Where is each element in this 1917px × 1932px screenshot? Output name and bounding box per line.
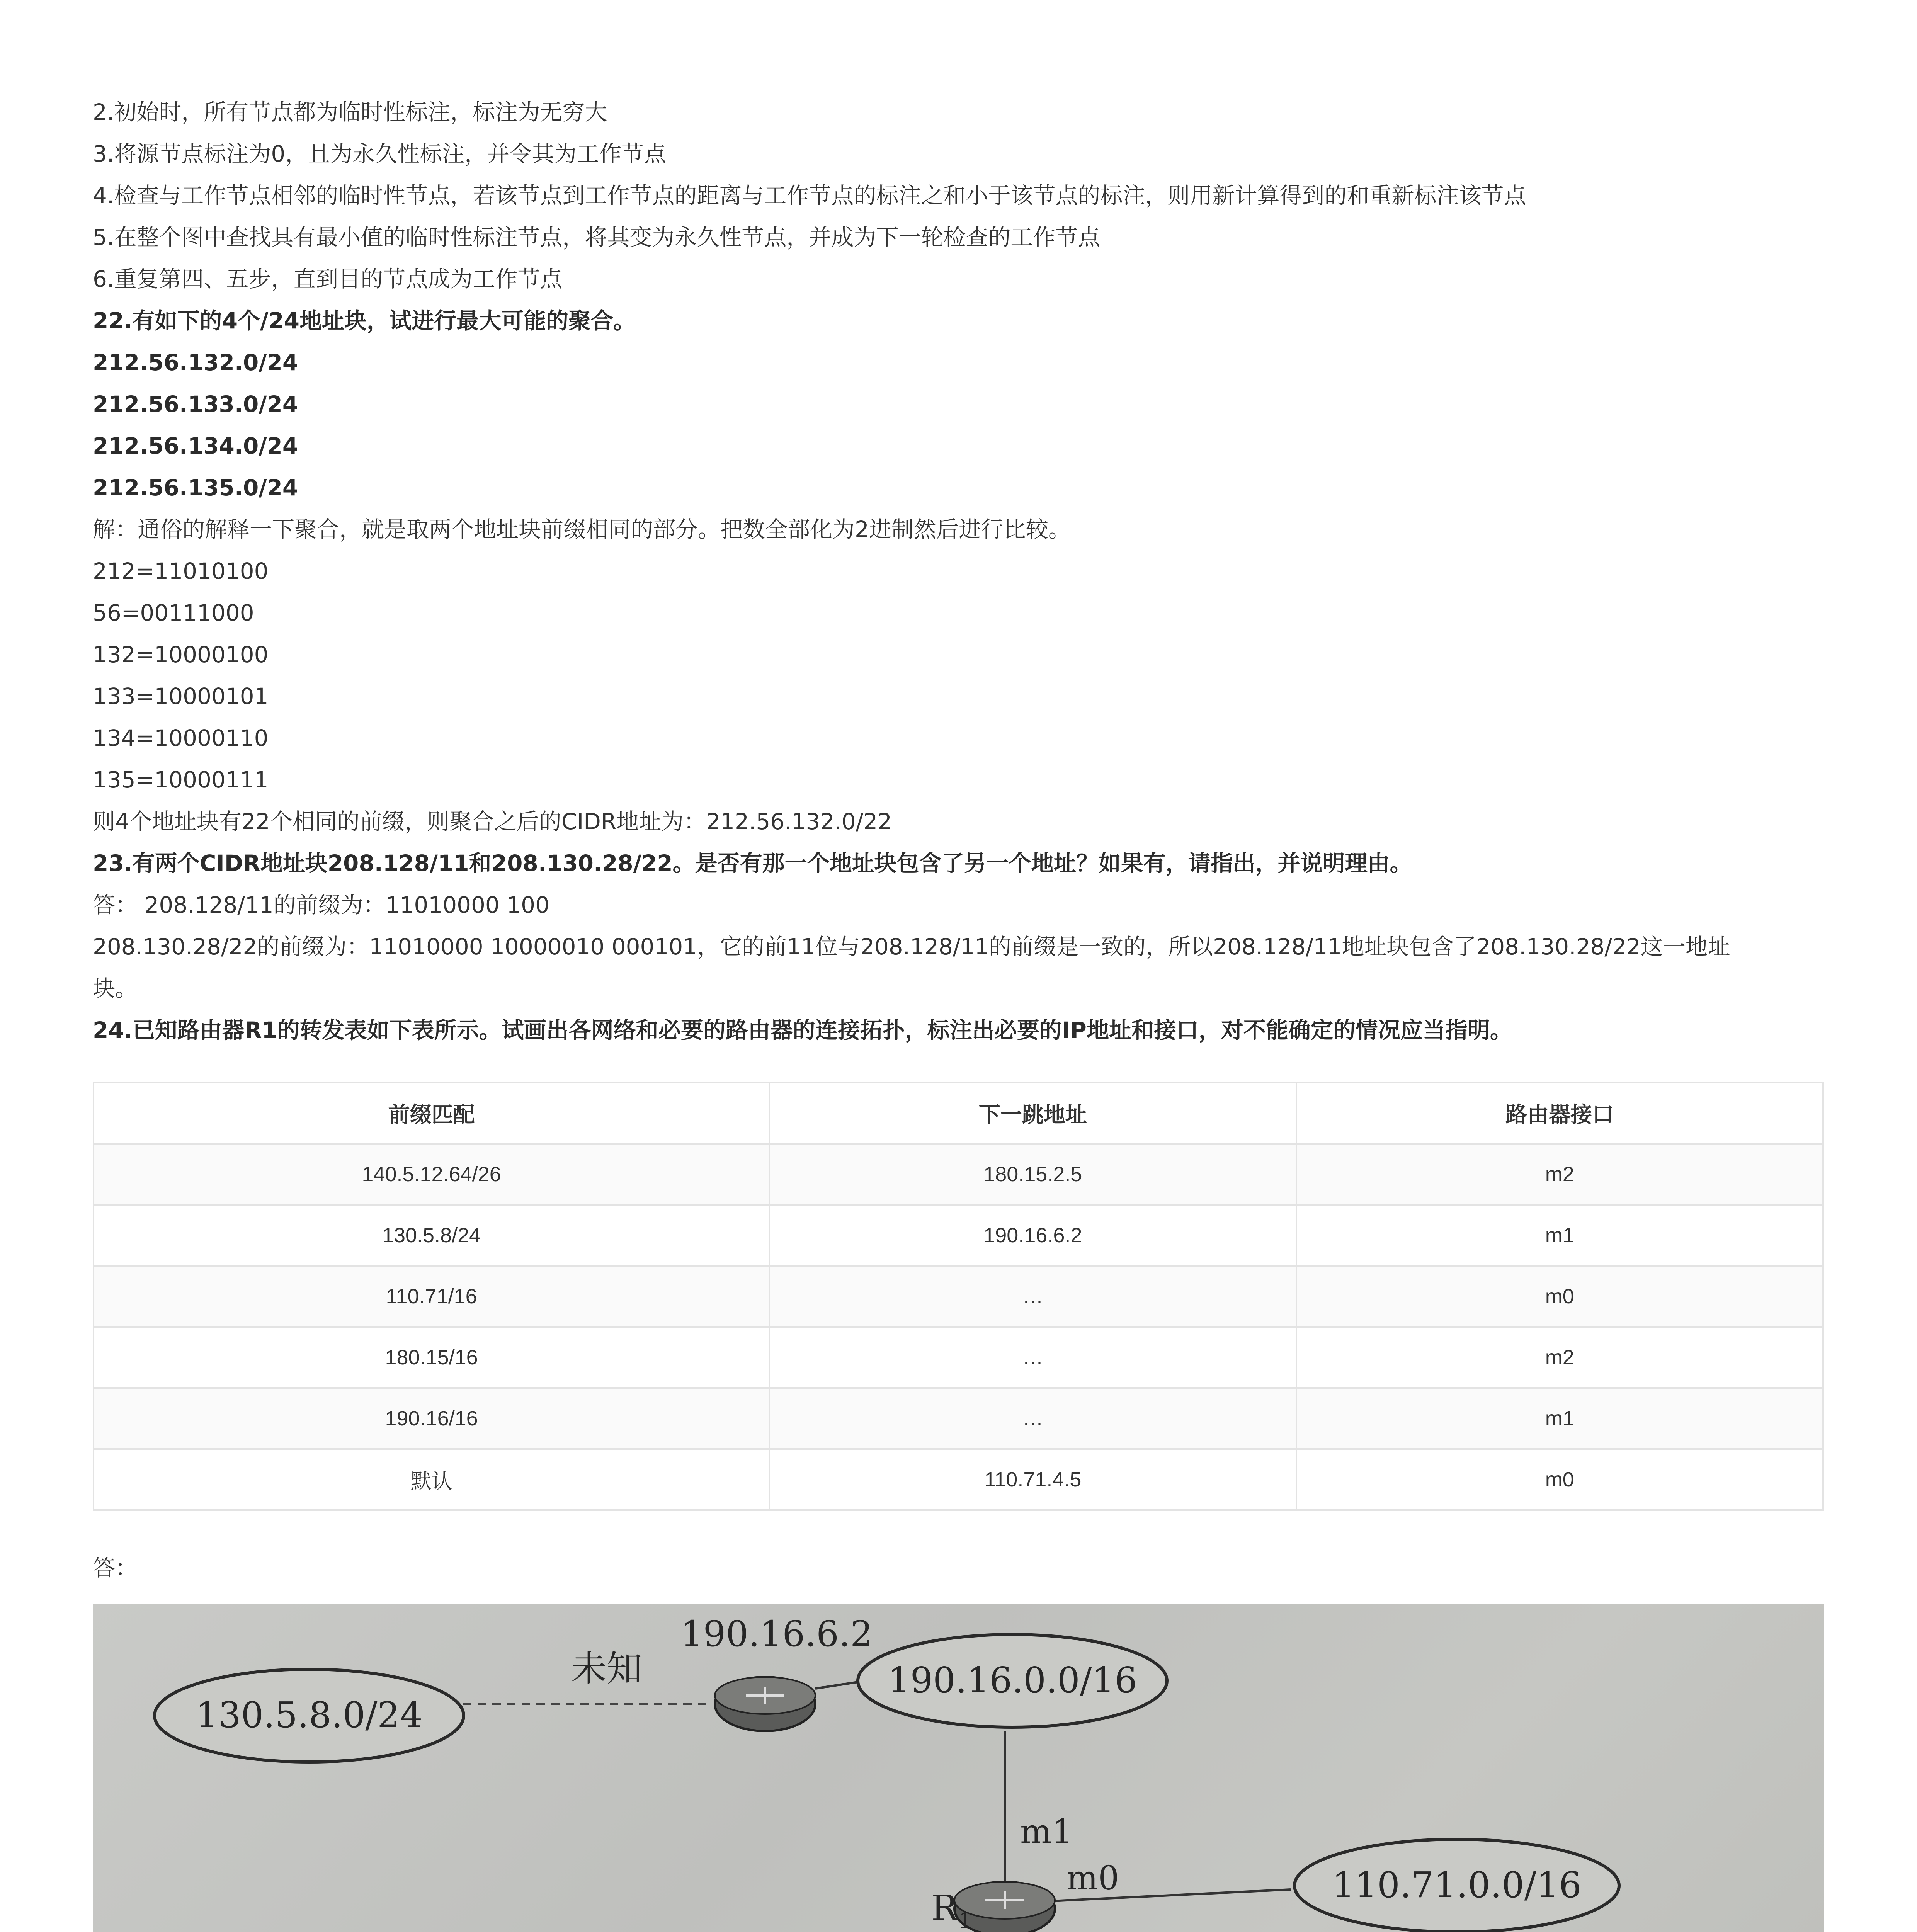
table-cell: …: [769, 1388, 1296, 1449]
q22-block: 212.56.132.0/24: [93, 349, 298, 376]
router-address: 190.16.6.2: [680, 1613, 873, 1655]
column-header: 路由器接口: [1296, 1083, 1823, 1144]
table-cell: 190.16/16: [94, 1388, 769, 1449]
interface-label: m1: [1020, 1813, 1073, 1851]
table-cell: 130.5.8/24: [94, 1205, 769, 1266]
step-6: 6.重复第四、五步，直到目的节点成为工作节点: [93, 266, 563, 292]
binary-line: 133=10000101: [93, 683, 269, 709]
table-cell: 180.15/16: [94, 1327, 769, 1388]
q23-answer-2: 208.130.28/22的前缀为：11010000 10000010 000101，它的前11位与208.128/11的前缀是一致的，所以208.128/11地址块包含了208.130.28/22这一地址: [93, 934, 1730, 960]
table-cell: m0: [1296, 1449, 1823, 1510]
binary-line: 212=11010100: [93, 558, 269, 584]
step-2: 2.初始时，所有节点都为临时性标注，标注为无穷大: [93, 99, 607, 125]
topology-photo: [93, 1604, 1824, 1932]
q22-block: 212.56.133.0/24: [93, 391, 298, 417]
table-row: [94, 1144, 1823, 1205]
r1-label: $R_1$: [931, 1888, 972, 1932]
q22-block: 212.56.134.0/24: [93, 433, 298, 459]
table-cell: m1: [1296, 1205, 1823, 1266]
table-row: [94, 1388, 1823, 1449]
q22-block: 212.56.135.0/24: [93, 474, 298, 501]
step-5: 5.在整个图中查找具有最小值的临时性标注节点，将其变为永久性节点，并成为下一轮检查的工作节点: [93, 224, 1101, 250]
forwarding-table: [93, 1082, 1824, 1511]
table-cell: m2: [1296, 1144, 1823, 1205]
router-icon: [715, 1677, 815, 1731]
table-cell: 110.71/16: [94, 1266, 769, 1327]
table-cell: …: [769, 1327, 1296, 1388]
table-row: [94, 1205, 1823, 1266]
unknown-label: 未知: [571, 1648, 643, 1689]
table-cell: 110.71.4.5: [769, 1449, 1296, 1510]
network-label: 110.71.0.0/16: [1332, 1864, 1582, 1906]
interface-label: m0: [1067, 1859, 1119, 1898]
binary-line: 134=10000110: [93, 725, 269, 751]
table-header-row: [94, 1083, 1823, 1144]
topology-diagram: [93, 1604, 1824, 1932]
q24-title: 24.已知路由器R1的转发表如下表所示。试画出各网络和必要的路由器的连接拓扑，标注出必要的IP地址和接口，对不能确定的情况应当指明。: [93, 1017, 1512, 1043]
table-cell: 190.16.6.2: [769, 1205, 1296, 1266]
step-4: 4.检查与工作节点相邻的临时性节点，若该节点到工作节点的距离与工作节点的标注之和小于该节点的标注，则用新计算得到的和重新标注该节点: [93, 182, 1526, 209]
table-row: [94, 1266, 1823, 1327]
table-cell: m1: [1296, 1388, 1823, 1449]
q23-answer-3: 块。: [93, 975, 138, 1002]
q23-title: 23.有两个CIDR地址块208.128/11和208.130.28/22。是否有那一个地址块包含了另一个地址？如果有，请指出，并说明理由。: [93, 850, 1412, 876]
network-label: 190.16.0.0/16: [888, 1660, 1137, 1701]
table-cell: m2: [1296, 1327, 1823, 1388]
q22-title: 22.有如下的4个/24地址块，试进行最大可能的聚合。: [93, 308, 636, 334]
table-row: [94, 1449, 1823, 1510]
table-cell: 140.5.12.64/26: [94, 1144, 769, 1205]
binary-line: 135=10000111: [93, 767, 269, 793]
column-header: 前缀匹配: [94, 1083, 769, 1144]
q24-answer-label: 答：: [93, 1555, 138, 1581]
table-cell: 默认: [94, 1449, 769, 1510]
table-row: [94, 1327, 1823, 1388]
q23-answer-1: 答： 208.128/11的前缀为：11010000 100: [93, 892, 549, 918]
q22-explanation: 解：通俗的解释一下聚合，就是取两个地址块前缀相同的部分。把数全部化为2进制然后进行比较。: [93, 516, 1071, 543]
binary-line: 132=10000100: [93, 641, 269, 668]
binary-line: 56=00111000: [93, 600, 254, 626]
table-cell: 180.15.2.5: [769, 1144, 1296, 1205]
q22-conclusion: 则4个地址块有22个相同的前缀，则聚合之后的CIDR地址为：212.56.132.0/22: [93, 808, 892, 835]
table-cell: …: [769, 1266, 1296, 1327]
table-cell: m0: [1296, 1266, 1823, 1327]
column-header: 下一跳地址: [769, 1083, 1296, 1144]
network-label: 130.5.8.0/24: [196, 1694, 423, 1736]
step-3: 3.将源节点标注为0，且为永久性标注，并令其为工作节点: [93, 141, 667, 167]
